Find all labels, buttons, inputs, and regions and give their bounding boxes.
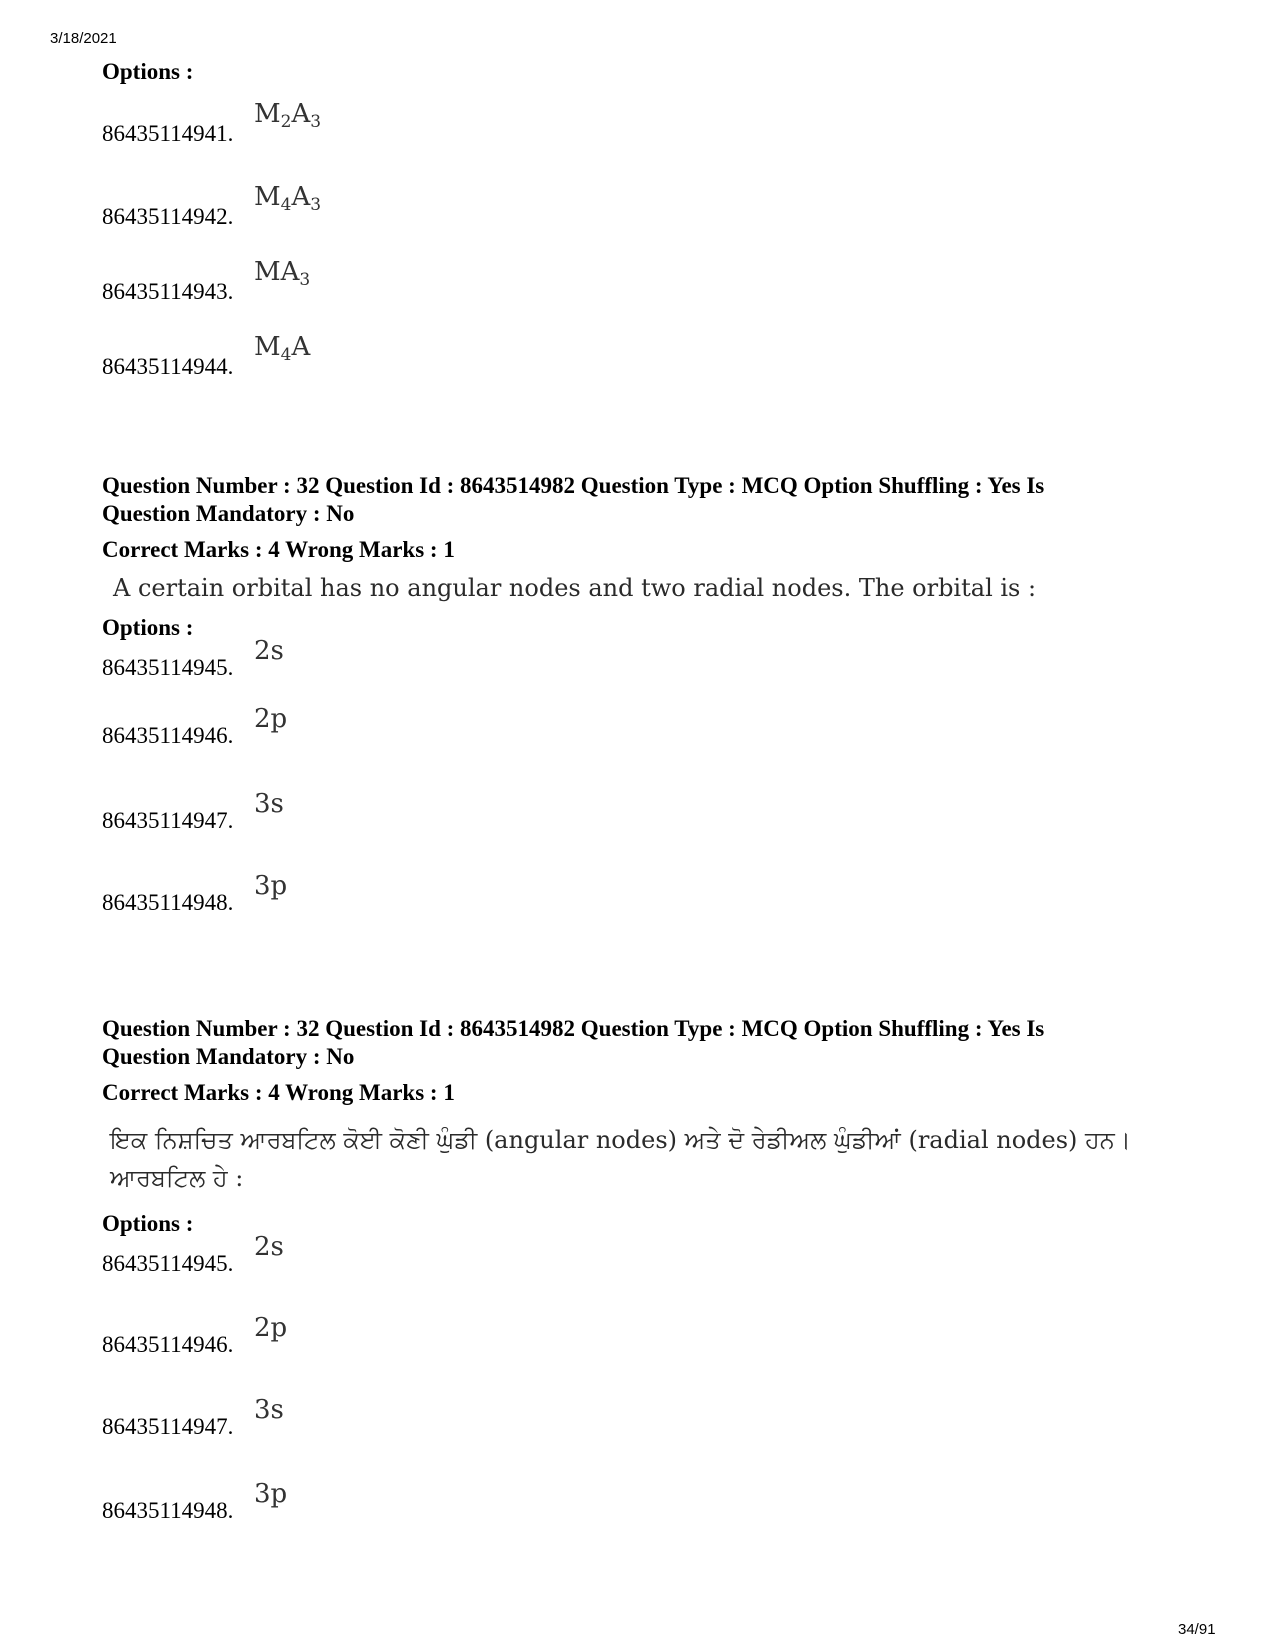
option-value: 2s — [254, 1232, 284, 1262]
option-id: 86435114946. — [102, 1332, 234, 1357]
option-row — [102, 1381, 702, 1441]
question-text: ਇਕ ਨਿਸ਼ਚਿਤ ਆਰਬਟਿਲ ਕੋਈ ਕੋਣੀ ਘੁੰਡੀ (angular nodes) ਅਤੇ ਦੋ ਰੇਡੀਅਲ ਘੁੰਡੀਆਂ (radial nodes) ਹਨ। ਆਰਬਟਿਲ ਹੇ : — [110, 1126, 1131, 1192]
option-id: 86435114948. — [102, 1498, 234, 1523]
option-row — [102, 171, 702, 231]
option-formula: $M_2A_3$ — [254, 99, 322, 132]
print-date: 3/18/2021 — [50, 30, 117, 47]
option-formula: $MA_3$ — [254, 257, 311, 290]
question-marks: Correct Marks : 4 Wrong Marks : 1 — [102, 1080, 455, 1105]
option-id: 86435114941. — [102, 121, 234, 146]
options-label: Options : — [102, 615, 194, 640]
option-id: 86435114947. — [102, 1414, 234, 1439]
option-id: 86435114946. — [102, 723, 234, 748]
question-meta — [102, 472, 1182, 528]
options-label: Options : — [102, 1211, 194, 1236]
option-id: 86435114945. — [102, 1251, 234, 1276]
option-id: 86435114948. — [102, 890, 234, 915]
option-value: 2s — [254, 636, 284, 666]
option-row — [102, 88, 702, 148]
option-row — [102, 690, 702, 750]
option-id: 86435114943. — [102, 279, 234, 304]
option-id: 86435114944. — [102, 354, 234, 379]
option-value: 3p — [254, 1479, 288, 1509]
option-formula: $M_4A$ — [254, 332, 311, 365]
option-value: 2p — [254, 704, 288, 734]
option-row — [102, 857, 702, 917]
question-text: A certain orbital has no angular nodes and two radial nodes. The orbital is : — [113, 574, 1037, 602]
option-value: 3s — [254, 1395, 284, 1425]
option-row — [102, 246, 702, 306]
question-meta-line: Question Mandatory : No — [102, 1044, 355, 1069]
question-meta-line: Question Mandatory : No — [102, 501, 355, 526]
option-formula: $M_4A_3$ — [254, 182, 322, 215]
option-row — [102, 775, 702, 835]
question-meta — [102, 1015, 1182, 1071]
question-meta-line: Question Number : 32 Question Id : 8643514982 Question Type : MCQ Option Shuffling : Yes Is — [102, 473, 1045, 498]
question-marks: Correct Marks : 4 Wrong Marks : 1 — [102, 537, 455, 562]
option-id: 86435114945. — [102, 655, 234, 680]
option-row — [102, 1218, 702, 1278]
option-value: 3s — [254, 789, 284, 819]
question-meta-line: Question Number : 32 Question Id : 8643514982 Question Type : MCQ Option Shuffling : Yes Is — [102, 1016, 1045, 1041]
options-label: Options : — [102, 59, 194, 84]
option-row — [102, 622, 702, 682]
option-id: 86435114947. — [102, 808, 234, 833]
option-value: 3p — [254, 871, 288, 901]
option-value: 2p — [254, 1313, 288, 1343]
option-row — [102, 1465, 702, 1525]
page-number: 34/91 — [1178, 1621, 1216, 1638]
option-row — [102, 321, 702, 381]
option-row — [102, 1299, 702, 1359]
option-id: 86435114942. — [102, 204, 234, 229]
